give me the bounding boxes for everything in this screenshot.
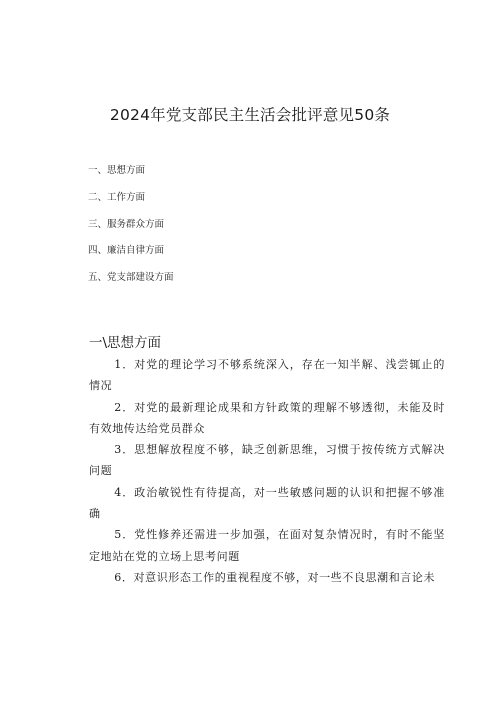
opinion-item: 2．对党的最新理论成果和方针政策的理解不够透彻，未能及时有效地传达给党员群众 [89, 400, 445, 435]
section-heading: 一\思想方面 [89, 335, 162, 351]
toc-item: 五、党支部建设方面 [88, 272, 174, 284]
opinion-item: 1．对党的理论学习不够系统深入，存在一知半解、浅尝辄止的情况 [89, 358, 445, 393]
opinion-list [89, 354, 445, 588]
table-of-contents [88, 164, 174, 298]
toc-item: 一、思想方面 [88, 165, 146, 176]
toc-item: 二、工作方面 [88, 191, 146, 203]
opinion-item: 3．思想解放程度不够，缺乏创新思维，习惯于按传统方式解决问题 [89, 443, 445, 478]
opinion-item: 5．党性修养还需进一步加强，在面对复杂情况时，有时不能坚定地站在党的立场上思考问题 [89, 528, 445, 563]
document-title: 2024年党支部民主生活会批评意见50条 [109, 106, 391, 124]
toc-item: 三、服务群众方面 [88, 218, 165, 230]
toc-item: 四、廉洁自律方面 [88, 245, 165, 257]
opinion-item: 4．政治敏锐性有待提高，对一些敏感问题的认识和把握不够准确 [89, 485, 445, 521]
opinion-item: 6．对意识形态工作的重视程度不够，对一些不良思潮和言论未 [114, 570, 436, 584]
